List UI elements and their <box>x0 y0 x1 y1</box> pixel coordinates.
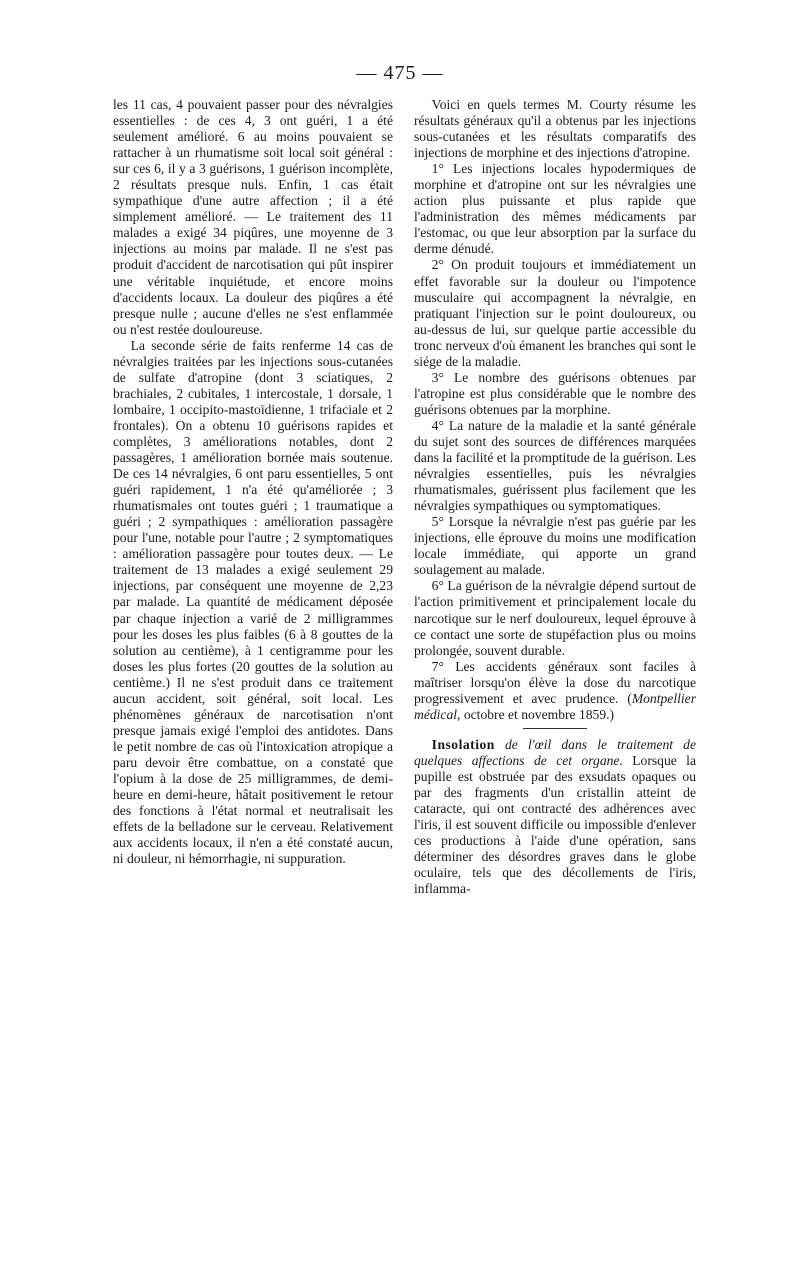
paragraph: Voici en quels termes M. Courty résume les résultats généraux qu'il a obtenus par les injections sous-cutanées et les résultats comparatifs des injections de morphine et des injections d'atropine. <box>414 97 696 161</box>
section-text: Lorsque la pupille est obstruée par des exsudats opaques ou par des fragments d'un cristallin atteint de cataracte, qui ont contracté des adhérences avec l'iris, il est souvent difficile ou impossible d'enlever ces productions à l'aide d'une opération, sans déterminer des désordres graves dans le globe oculaire, tels que des décollements de l'iris, inflamma- <box>414 752 696 897</box>
source-citation: Montpellier médical <box>414 690 696 722</box>
paragraph: 6° La guérison de la névralgie dépend surtout de l'action primitivement et principalement locale du narcotique sur le nerf douloureux, lequel éprouve à ce contact une sorte de stupéfaction plus ou moins prolongée, souvent durable. <box>414 578 696 658</box>
paragraph: 1° Les injections locales hypodermiques de morphine et d'atropine ont sur les névralgies une action plus puissante et plus rapide que l'administration des mêmes médicaments par l'estomac, ou que leur absorption par la surface du derme dénudé. <box>414 161 696 257</box>
section-divider <box>523 728 587 729</box>
page-number: — 475 — <box>356 62 444 84</box>
paragraph: 5° Lorsque la névralgie n'est pas guérie par les injections, elle éprouve du moins une modification locale immédiate, qui apporte un grand soulagement au malade. <box>414 514 696 578</box>
paragraph <box>414 659 696 723</box>
left-column <box>113 97 393 867</box>
paragraph: 2° On produit toujours et immédiatement un effet favorable sur la douleur ou l'impotence musculaire qui accompagnent la névralgie, en pratiquant l'injection sur le point douloureux, ou au-dessus de lui, sur quelque partie accessible du tronc nerveux d'où émanent les branches qui sont le siége de la maladie. <box>414 257 696 369</box>
right-column <box>414 97 696 897</box>
paragraph: La seconde série de faits renferme 14 cas de névralgies traitées par les injections sous-cutanées de sulfate d'atropine (dont 3 sciatiques, 2 brachiales, 2 cubitales, 1 intercostale, 1 dorsale, 1 lombaire, 1 occipito-mastoïdienne, 1 trifaciale et 2 frontales). On a obtenu 10 guérisons rapides et complètes, 3 améliorations notables, dont 2 passagères, 1 amélioration bornée mais soutenue. De ces 14 névralgies, 6 ont paru essentielles, 5 ont guéri rapidement, 1 n'a été qu'améliorée ; 3 rhumatismales ont toutes guéri ; 1 traumatique a guéri ; 2 sympathiques : amélioration passagère pour l'une, notable pour l'autre ; 2 symptomatiques : amélioration passagère pour toutes deux. — Le traitement de 13 malades a exigé seulement 29 injections, par conséquent une moyenne de 2,23 par malade. La quantité de médicament déposée par chaque injection a varié de 2 milligrammes pour les doses les plus faibles (6 à 8 gouttes de la solution au centième), à 1 centigramme pour les doses les plus fortes (20 gouttes de la solution au centième.) Il ne s'est produit dans ce traitement aucun accident, soit général, soit local. Les phénomènes généraux de narcotisation n'ont presque jamais exigé l'emploi des antidotes. Dans le petit nombre de cas où l'intoxication atropique a paru devoir être combattue, on a constaté que l'opium à la dose de 25 milligrammes, de demi-heure en demi-heure, hâtait positivement le retour des fonctions à l'état normal et neutralisait les effets de la belladone sur le cerveau. Relativement aux accidents locaux, il n'en a été constaté aucun, ni douleur, ni hémorrhagie, ni suppuration. <box>113 337 393 867</box>
section-title: de l'œil dans le traitement de quelques affections de cet organe. <box>414 736 696 768</box>
section-paragraph <box>414 737 696 897</box>
citation-date: , octobre et novembre 1859.) <box>457 706 615 722</box>
paragraph: les 11 cas, 4 pouvaient passer pour des névralgies essentielles : de ces 4, 3 ont guéri, 1 a été seulement amélioré. 6 au moins pouvaient se rattacher à un rhumatisme soit local soit général : sur ces 6, il y a 3 guérisons, 1 guérison incomplète, 2 résultats presque nuls. Enfin, 1 cas était sympathique d'une autre affection ; il a été simplement amélioré. — Le traitement des 11 malades a exigé 34 piqûres, une moyenne de 3 injections au moins par malade. Il ne s'est pas produit d'accident de narcotisation qui pût inspirer une véritable inquiétude, et encore moins d'accidents locaux. La douleur des piqûres a été presque nulle ; aucune d'elles ne s'est enflammée ou n'est restée douloureuse. <box>113 97 393 337</box>
paragraph: 4° La nature de la maladie et la santé générale du sujet sont des sources de différences marquées dans la facilité et la promptitude de la guérison. Les névralgies essentielles, puis les névralgies rhumatismales, guérissent plus facilement que les névralgies sympathiques ou symptomatiques. <box>414 417 696 514</box>
paragraph-text: 7° Les accidents généraux sont faciles à maîtriser lorsqu'on élève la dose du narcotique progressivement et avec prudence. ( <box>414 658 696 706</box>
section-heading: Insolation <box>431 736 495 752</box>
paragraph: 3° Le nombre des guérisons obtenues par l'atropine est plus considérable que le nombre des guérisons obtenues par la morphine. <box>414 369 696 417</box>
